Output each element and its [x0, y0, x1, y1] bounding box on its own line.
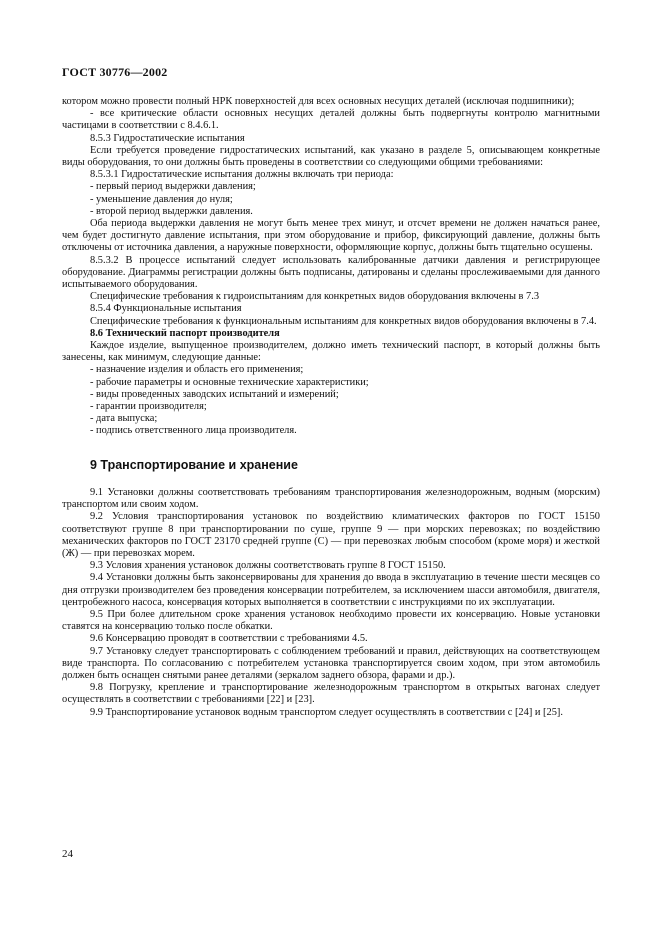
paragraph: 9.1 Установки должны соответствовать требованиям транспортирования железнодорожным, водным (морским) транспортом или своим ходом. — [62, 486, 600, 511]
paragraph: - все критические области основных несущих деталей должны быть подвергнуты контролю магнитными частицами в соответствии с 8.4.6.1. — [62, 108, 600, 132]
list-item: - виды проведенных заводских испытаний и измерений; — [90, 388, 339, 400]
list-item: - первый период выдержки давления; — [90, 181, 256, 193]
paragraph: Специфические требования к гидроиспытаниям для конкретных видов оборудования включены в 7.3 — [90, 291, 540, 303]
paragraph: 9.2 Условия транспортирования установок по воздействию климатических факторов по ГОСТ 15150 соответствуют группе 8 при транспортировании по суше, группе 9 — при морских перевозках; по воздействию механических факторов по ГОСТ 23170 средней группе (С) — при перевозках любым способом (кроме моря) и жесткой (Ж) — при перевозках морем. — [62, 511, 600, 559]
paragraph: 9.4 Установки должны быть законсервированы для хранения до ввода в эксплуатацию в течение шести месяцев со дня отгрузки производителем без проведения консервации потребителем, за исключением шасси автомобиля, двигателя, центробежного насоса, консервация которых выполняется в соответствии с инструкциями по их эксплуатации. — [62, 572, 600, 608]
document-body — [62, 96, 600, 719]
list-item: - второй период выдержки давления. — [90, 205, 253, 217]
paragraph: Если требуется проведение гидростатических испытаний, как указано в разделе 5, описывающем конкретные виды оборудования, то они должны быть проведены в соответствии со следующими общими требованиями: — [62, 144, 600, 169]
paragraph: 9.9 Транспортирование установок водным транспортом следует осуществлять в соответствии с [24] и [25]. — [90, 706, 563, 718]
paragraph: 9.8 Погрузку, крепление и транспортирование железнодорожным транспортом в открытых вагонах следует осуществлять в соответствии с требованиями [22] и [23]. — [62, 682, 600, 706]
list-item: - дата выпуска; — [90, 413, 158, 425]
paragraph: Оба периода выдержки давления не могут быть менее трех минут, и отсчет времени не должен начаться ранее, чем будет достигнуто давление испытания, при этом оборудование и прибор, фиксирующий давление, должны быть отключены от источника давления, а наружные поверхности, оформляющие корпус, должны быть тщательно осушены. — [62, 218, 600, 254]
list-item: - рабочие параметры и основные технические характеристики; — [90, 376, 369, 388]
list-item: - подпись ответственного лица производителя. — [90, 425, 297, 437]
paragraph: 9.6 Консервацию проводят в соответствии с требованиями 4.5. — [90, 633, 368, 645]
paragraph: Каждое изделие, выпущенное производителем, должно иметь технический паспорт, в который должны быть занесены, как минимум, следующие данные: — [62, 340, 600, 364]
paragraph: 8.6 Технический паспорт производителя — [90, 327, 280, 339]
paragraph: 9.7 Установку следует транспортировать с соблюдением требований и правил, действующих на соответствующем виде транспорта. По согласованию с потребителем установка транспортируется своим ходом, при этом автомобиль должен быть оснащен снятыми ранее деталями (зеркалом заднего обзора, фарами и др.). — [62, 645, 600, 681]
paragraph: котором можно провести полный НРК поверхностей для всех основных несущих деталей (исключая подшипники); — [62, 96, 575, 107]
paragraph: Специфические требования к функциональным испытаниям для конкретных видов оборудования включены в 7.4. — [90, 315, 597, 327]
paragraph: 8.5.3 Гидростатические испытания — [90, 132, 245, 144]
standard-header: ГОСТ 30776—2002 — [62, 65, 168, 79]
paragraph: 9.3 Условия хранения установок должны соответствовать группе 8 ГОСТ 15150. — [90, 560, 446, 572]
page-number: 24 — [62, 848, 73, 860]
paragraph: 9.5 При более длительном сроке хранения установок необходимо провести их консервацию. Новые установки ставятся на консервацию только после обкатки. — [62, 608, 600, 633]
list-item: - уменьшение давления до нуля; — [90, 193, 233, 205]
paragraph: 8.5.4 Функциональные испытания — [90, 303, 242, 315]
list-item: - назначение изделия и область его применения; — [90, 364, 304, 376]
paragraph: 8.5.3.1 Гидростатические испытания должны включать три периода: — [90, 169, 394, 181]
section-heading: 9 Транспортирование и хранение — [90, 457, 298, 472]
paragraph: 8.5.3.2 В процессе испытаний следует использовать калиброванные датчики давления и регистрирующее оборудование. Диаграммы регистрации должны быть подписаны, датированы и сделаны прослеживаемыми для данного испытываемого оборудования. — [62, 254, 600, 291]
list-item: - гарантии производителя; — [90, 401, 207, 413]
